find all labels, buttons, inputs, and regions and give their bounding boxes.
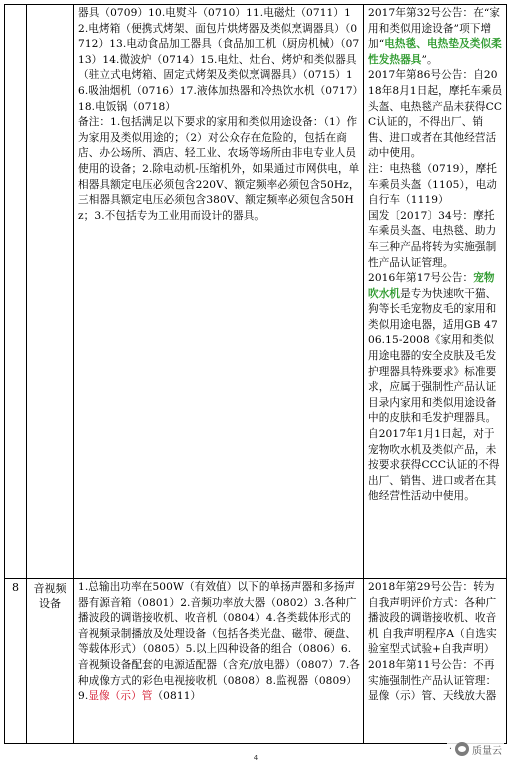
highlight-green-text: 电热毯、电热垫及类似柔性发热器具 [368, 38, 502, 66]
table-row [5, 5, 507, 579]
notes-text: 2018年第29号公告：转为自我声明评价方式：各种广播波段的调谐接收机、收音机 自我声明程序A（自选实验室型式试验+自我声明） 2018年第11号公告：不再实施强制性产品认证管理：显像（示）管、天线放大器 [368, 581, 497, 703]
table-row [5, 579, 507, 744]
notes-cell [364, 579, 507, 744]
products-cell [74, 5, 364, 579]
row-number-cell [5, 579, 27, 744]
category-cell [27, 5, 74, 579]
page-number: 4 [253, 754, 259, 762]
notes-text [364, 5, 506, 505]
row-number-cell [5, 5, 27, 579]
highlight-green-text: 宠物吹水机 [368, 272, 495, 300]
document-table [4, 4, 507, 744]
notes-segment: ”。 2017年第86号公告：自2018年8月1日起，摩托车乘员头盔、电热毯产品未获得CCC认证的，不得出厂、销售、进口或者在其他经营活动中使用。 注：电热毯（0719），摩托车乘员头盔（1105），电动自行车（1119） 国发〔2017〕34号：摩托车乘员头盔、电热毯、助力车三种产品将转为实施强制性产品认证管理。 2016年第17号公告： [368, 53, 503, 285]
products-segment: 1.总输出功率在500W（有效值）以下的单扬声器和多扬声器有源音箱（0801）2.音频功率放大器（0802）3.各种广播波段的调谐接收机、收音机（0804）4.各类载体形式的音视频录制播放及处理设备（包括各类光盘、磁带、硬盘、等载体形式）（0805）5.以上四种设备的组合（0806）6.音视频设备配套的电源适配器（含充/放电器）（0807）7.各种成像方式的彩色电视接收机（0808）8.监视器（0809）9. [78, 581, 360, 703]
products-text: 器具（0709）10.电熨斗（0710）11.电磁灶（0711）12.电烤箱（便携式烤架、面包片烘烤器及类似烹调器具）（0712）13.电动食品加工器具（食品加工机（厨房机械）（0713）14.微波炉（0714）15.电灶、灶台、烤炉和类似器具（驻立式电烤箱、固定式烤架及类似烹调器具）（0715）16.吸油烟机（0716）17.液体加热器和冷热饮水机（0717）18.电饭锅（0718） 备注：1.包括满足以下要求的家用和类似用途设备：（1）作为家用及类似用途的；（2）对公众存在危险的，包括在商店、办公场所、酒店、轻工业、农场等场所由非电专业人员使用的设备；2.除电动机-压缩机外，如果通过市网供电，单相器具额定电压必须包含220V、额定频率必须包含50Hz，三相器具额定电压必须包含380V、额定频率必须包含50Hz；3.不包括专为工业用而设计的器具。 [78, 7, 360, 222]
products-cell [74, 579, 364, 744]
category-label: 音视频设备 [33, 582, 67, 610]
notes-cell [364, 5, 507, 579]
products-text [74, 579, 363, 705]
highlight-red-text: 显像（示）管 [88, 690, 153, 703]
row-number: 8 [12, 581, 19, 594]
notes-segment: 2017年第32号公告：在“家用和类似用途设备”项下增加“ [368, 7, 501, 51]
watermark-prefix: · [448, 743, 452, 755]
notes-segment: 是专为快速吹干猫、狗等长毛宠物皮毛的家用和类似用途电器，适用GB 4706.15-2008《家用和类似用途电器的安全皮肤及毛发护理器具特殊要求》标准要求，应属于强制性产品认证目录内家用和类似用途设备中的皮肤和毛发护理器具。自2017年1月1日起，对于宠物吹水机及类似产品，未按要求获得CCC认证的不得出厂、销售、进口或者在其他经营性活动中使用。 [368, 287, 500, 503]
products-segment: （0811） [152, 690, 202, 703]
category-cell [27, 579, 74, 744]
category-label [27, 5, 73, 7]
row-number [5, 5, 26, 7]
watermark-text: 质量云 [472, 745, 502, 757]
